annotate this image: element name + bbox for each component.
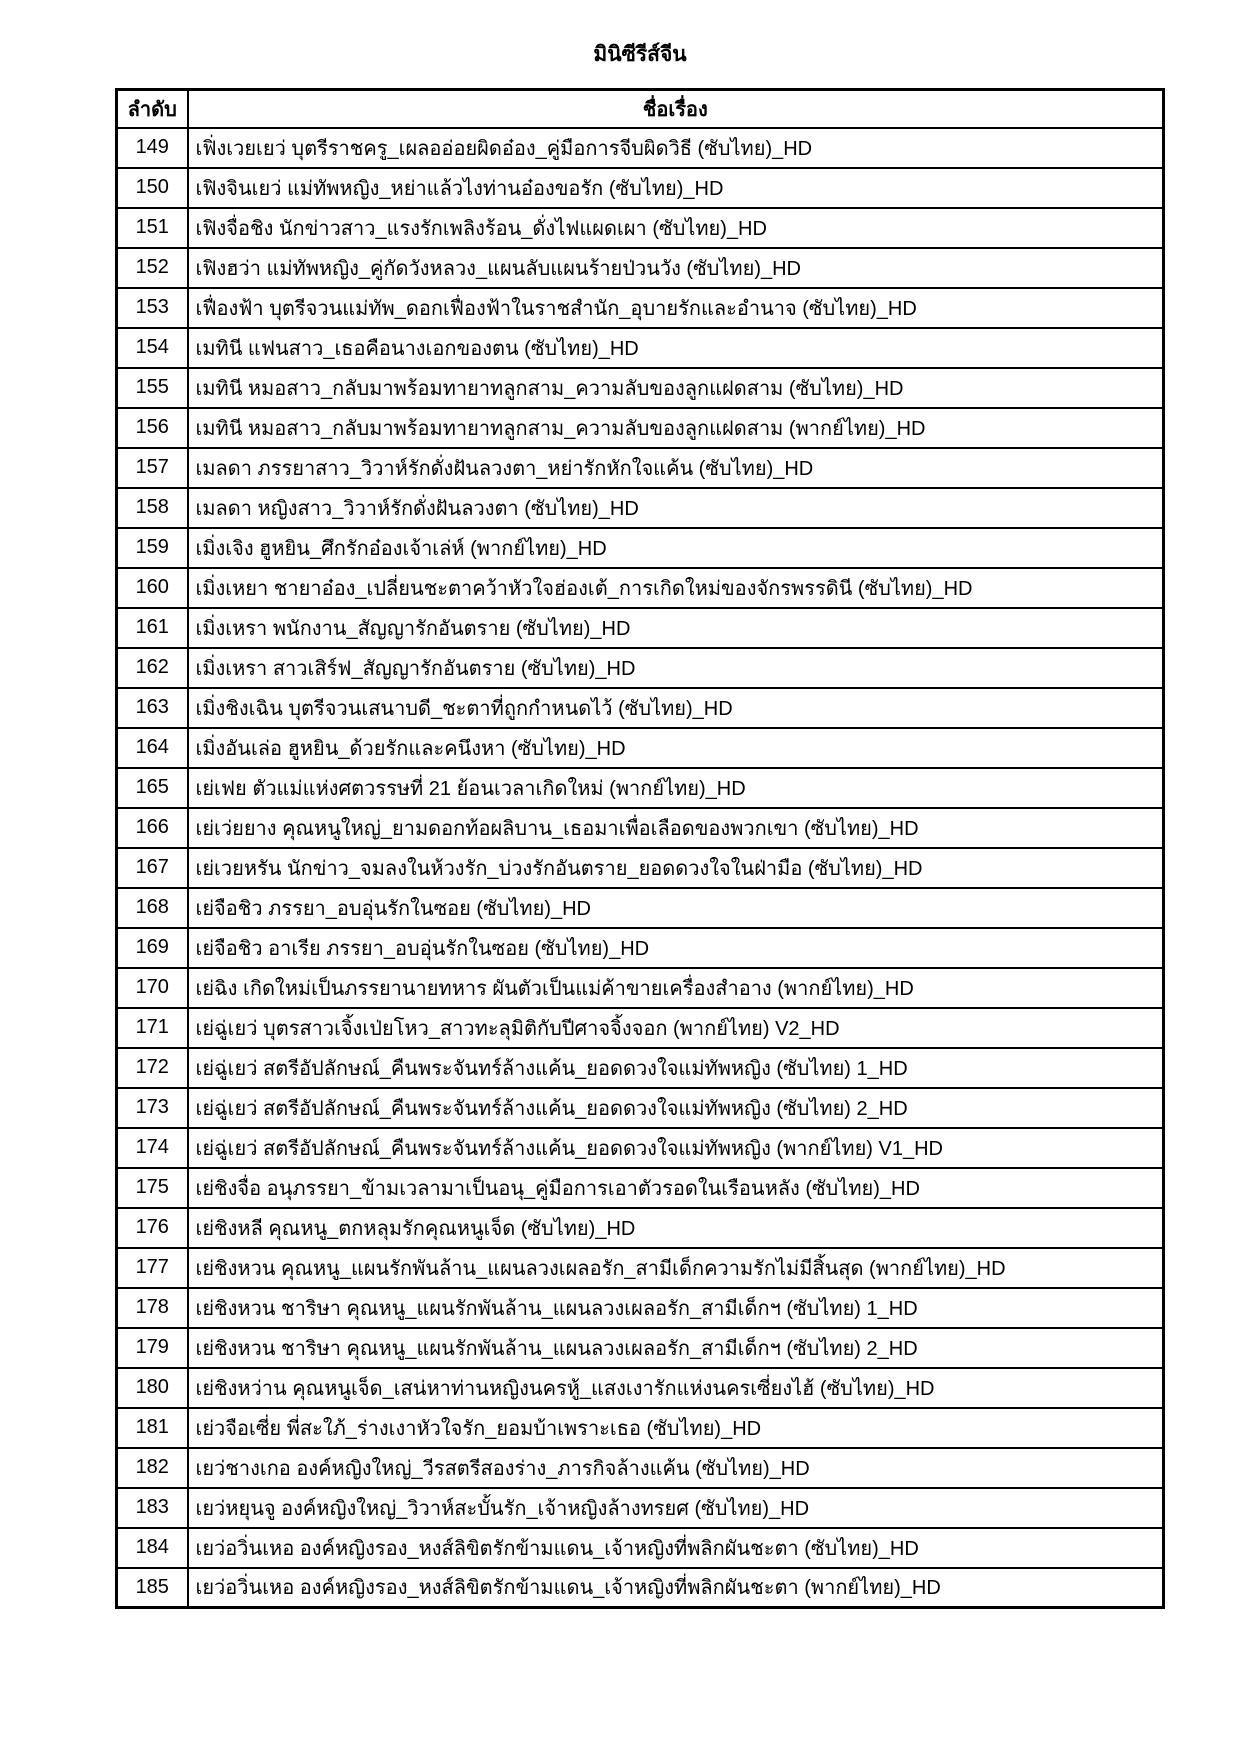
- row-title: เย่ชิงหวน ชาริษา คุณหนู_แผนรักพันล้าน_แผนลวงเผลอรัก_สามีเด็กฯ (ซับไทย) 1_HD: [188, 1288, 1164, 1328]
- series-table: [115, 88, 1165, 1609]
- table-row: [117, 1488, 1164, 1528]
- row-number: 182: [117, 1448, 188, 1488]
- row-number: 150: [117, 168, 188, 208]
- row-number: 166: [117, 808, 188, 848]
- row-number: 152: [117, 248, 188, 288]
- row-number: 176: [117, 1208, 188, 1248]
- row-title: เมทินี หมอสาว_กลับมาพร้อมทายาทลูกสาม_ความลับของลูกแฝดสาม (พากย์ไทย)_HD: [188, 408, 1164, 448]
- row-number: 180: [117, 1368, 188, 1408]
- table-row: [117, 888, 1164, 928]
- row-number: 151: [117, 208, 188, 248]
- table-row: [117, 1088, 1164, 1128]
- row-number: 149: [117, 128, 188, 168]
- table-row: [117, 928, 1164, 968]
- table-body: [117, 128, 1164, 1608]
- table-row: [117, 1528, 1164, 1568]
- row-number: 170: [117, 968, 188, 1008]
- row-title: เย่ฉู่เยว่ สตรีอัปลักษณ์_คืนพระจันทร์ล้างแค้น_ยอดดวงใจแม่ทัพหญิง (พากย์ไทย) V1_HD: [188, 1128, 1164, 1168]
- row-title: เมิ่งเจิง ฮูหยิน_ศึกรักอ๋องเจ้าเล่ห์ (พากย์ไทย)_HD: [188, 528, 1164, 568]
- row-title: เย่เฟย ตัวแม่แห่งศตวรรษที่ 21 ย้อนเวลาเกิดใหม่ (พากย์ไทย)_HD: [188, 768, 1164, 808]
- row-title: เฟิงจื่อชิง นักข่าวสาว_แรงรักเพลิงร้อน_ดั่งไฟแผดเผา (ซับไทย)_HD: [188, 208, 1164, 248]
- table-row: [117, 1328, 1164, 1368]
- row-title: เย่ชิงหลี คุณหนู_ตกหลุมรักคุณหนูเจ็ด (ซับไทย)_HD: [188, 1208, 1164, 1248]
- row-title: เย่เวยหรัน นักข่าว_จมลงในห้วงรัก_บ่วงรักอันตราย_ยอดดวงใจในฝ่ามือ (ซับไทย)_HD: [188, 848, 1164, 888]
- table-row: [117, 128, 1164, 168]
- row-title: เฟิงฮว่า แม่ทัพหญิง_คู่กัดวังหลวง_แผนลับแผนร้ายป่วนวัง (ซับไทย)_HD: [188, 248, 1164, 288]
- row-number: 181: [117, 1408, 188, 1448]
- table-row: [117, 168, 1164, 208]
- table-row: [117, 728, 1164, 768]
- row-title: เยว่ชางเกอ องค์หญิงใหญ่_วีรสตรีสองร่าง_ภารกิจล้างแค้น (ซับไทย)_HD: [188, 1448, 1164, 1488]
- table-row: [117, 1288, 1164, 1328]
- row-number: 153: [117, 288, 188, 328]
- row-title: เย่จือชิว อาเรีย ภรรยา_อบอุ่นรักในซอย (ซับไทย)_HD: [188, 928, 1164, 968]
- table-row: [117, 1168, 1164, 1208]
- row-title: เมลดา ภรรยาสาว_วิวาห์รักดั่งฝันลวงตา_หย่ารักหักใจแค้น (ซับไทย)_HD: [188, 448, 1164, 488]
- row-title: เฟิงจินเยว่ แม่ทัพหญิง_หย่าแล้วไงท่านอ๋องขอรัก (ซับไทย)_HD: [188, 168, 1164, 208]
- row-number: 179: [117, 1328, 188, 1368]
- row-number: 169: [117, 928, 188, 968]
- table-row: [117, 1128, 1164, 1168]
- row-title: เยว่อวิ่นเหอ องค์หญิงรอง_หงส์ลิขิตรักข้ามแดน_เจ้าหญิงที่พลิกผันชะตา (ซับไทย)_HD: [188, 1528, 1164, 1568]
- row-number: 158: [117, 488, 188, 528]
- row-number: 174: [117, 1128, 188, 1168]
- page-title: มินิซีรีส์จีน: [593, 43, 687, 66]
- table-row: [117, 368, 1164, 408]
- header-cell-title: ชื่อเรื่อง: [188, 90, 1164, 128]
- table-row: [117, 1048, 1164, 1088]
- table-row: [117, 768, 1164, 808]
- row-title: เมิ่งเหยา ชายาอ๋อง_เปลี่ยนชะตาคว้าหัวใจฮ่องเต้_การเกิดใหม่ของจักรพรรดินี (ซับไทย)_HD: [188, 568, 1164, 608]
- table-row: [117, 328, 1164, 368]
- row-number: 168: [117, 888, 188, 928]
- row-title: เย่วจือเซี่ย พี่สะใภ้_ร่างเงาหัวใจรัก_ยอมบ้าเพราะเธอ (ซับไทย)_HD: [188, 1408, 1164, 1448]
- table-row: [117, 968, 1164, 1008]
- row-title: เมิ่งชิงเฉิน บุตรีจวนเสนาบดี_ชะตาที่ถูกกำหนดไว้ (ซับไทย)_HD: [188, 688, 1164, 728]
- row-title: เย่ฉู่เยว่ สตรีอัปลักษณ์_คืนพระจันทร์ล้างแค้น_ยอดดวงใจแม่ทัพหญิง (ซับไทย) 2_HD: [188, 1088, 1164, 1128]
- row-number: 157: [117, 448, 188, 488]
- row-title: เฟิ่งเวยเยว่ บุตรีราชครู_เผลออ่อยผิดอ๋อง_คู่มือการจีบผิดวิธี (ซับไทย)_HD: [188, 128, 1164, 168]
- row-number: 161: [117, 608, 188, 648]
- row-title: เย่ชิงหวน ชาริษา คุณหนู_แผนรักพันล้าน_แผนลวงเผลอรัก_สามีเด็กฯ (ซับไทย) 2_HD: [188, 1328, 1164, 1368]
- table-row: [117, 488, 1164, 528]
- table-row: [117, 1208, 1164, 1248]
- row-title: เมิ่งเหรา พนักงาน_สัญญารักอันตราย (ซับไทย)_HD: [188, 608, 1164, 648]
- row-number: 160: [117, 568, 188, 608]
- row-number: 173: [117, 1088, 188, 1128]
- table-row: [117, 808, 1164, 848]
- row-number: 172: [117, 1048, 188, 1088]
- row-number: 167: [117, 848, 188, 888]
- table-row: [117, 248, 1164, 288]
- row-number: 184: [117, 1528, 188, 1568]
- row-title: เมทินี หมอสาว_กลับมาพร้อมทายาทลูกสาม_ความลับของลูกแฝดสาม (ซับไทย)_HD: [188, 368, 1164, 408]
- row-number: 159: [117, 528, 188, 568]
- table-row: [117, 1368, 1164, 1408]
- table-row: [117, 528, 1164, 568]
- row-title: เมิ่งเหรา สาวเสิร์ฟ_สัญญารักอันตราย (ซับไทย)_HD: [188, 648, 1164, 688]
- row-number: 156: [117, 408, 188, 448]
- table-header: [117, 90, 1164, 128]
- table-row: [117, 1008, 1164, 1048]
- row-title: เมิ่งอันเล่อ ฮูหยิน_ด้วยรักและคนึงหา (ซับไทย)_HD: [188, 728, 1164, 768]
- table-row: [117, 688, 1164, 728]
- row-title: เมลดา หญิงสาว_วิวาห์รักดั่งฝันลวงตา (ซับไทย)_HD: [188, 488, 1164, 528]
- row-title: เย่เว่ยยาง คุณหนูใหญ่_ยามดอกท้อผลิบาน_เธอมาเพื่อเลือดของพวกเขา (ซับไทย)_HD: [188, 808, 1164, 848]
- row-number: 185: [117, 1568, 188, 1608]
- row-number: 164: [117, 728, 188, 768]
- row-title: เย่ชิงจื่อ อนุภรรยา_ข้ามเวลามาเป็นอนุ_คู่มือการเอาตัวรอดในเรือนหลัง (ซับไทย)_HD: [188, 1168, 1164, 1208]
- row-title: เมทินี แฟนสาว_เธอคือนางเอกของตน (ซับไทย)_HD: [188, 328, 1164, 368]
- row-number: 162: [117, 648, 188, 688]
- row-number: 154: [117, 328, 188, 368]
- table-row: [117, 448, 1164, 488]
- table-row: [117, 848, 1164, 888]
- table-row: [117, 1248, 1164, 1288]
- table-row: [117, 1568, 1164, 1608]
- table-row: [117, 1408, 1164, 1448]
- table-row: [117, 208, 1164, 248]
- header-cell-index: ลำดับ: [117, 90, 188, 128]
- row-title: เย่ฉู่เยว่ บุตรสาวเจิ้งเป่ยโหว_สาวทะลุมิติกับปีศาจจิ้งจอก (พากย์ไทย) V2_HD: [188, 1008, 1164, 1048]
- row-title: เย่ชิงหวน คุณหนู_แผนรักพันล้าน_แผนลวงเผลอรัก_สามีเด็กความรักไม่มีสิ้นสุด (พากย์ไทย)_HD: [188, 1248, 1164, 1288]
- row-number: 165: [117, 768, 188, 808]
- table-row: [117, 408, 1164, 448]
- table-row: [117, 288, 1164, 328]
- row-title: เยว่หยุนจู องค์หญิงใหญ่_วิวาห์สะบั้นรัก_เจ้าหญิงล้างทรยศ (ซับไทย)_HD: [188, 1488, 1164, 1528]
- row-number: 155: [117, 368, 188, 408]
- row-number: 178: [117, 1288, 188, 1328]
- row-number: 183: [117, 1488, 188, 1528]
- row-number: 163: [117, 688, 188, 728]
- header-row: [117, 90, 1164, 128]
- row-title: เย่ชิงหว่าน คุณหนูเจ็ด_เสน่หาท่านหญิงนครหู้_แสงเงารักแห่งนครเซี่ยงไฮ้ (ซับไทย)_HD: [188, 1368, 1164, 1408]
- row-title: เย่ฉิง เกิดใหม่เป็นภรรยานายทหาร ผันตัวเป็นแม่ค้าขายเครื่องสำอาง (พากย์ไทย)_HD: [188, 968, 1164, 1008]
- table-row: [117, 648, 1164, 688]
- row-title: เยว่อวิ่นเหอ องค์หญิงรอง_หงส์ลิขิตรักข้ามแดน_เจ้าหญิงที่พลิกผันชะตา (พากย์ไทย)_HD: [188, 1568, 1164, 1608]
- row-number: 175: [117, 1168, 188, 1208]
- row-title: เย่ฉู่เยว่ สตรีอัปลักษณ์_คืนพระจันทร์ล้างแค้น_ยอดดวงใจแม่ทัพหญิง (ซับไทย) 1_HD: [188, 1048, 1164, 1088]
- table-row: [117, 1448, 1164, 1488]
- row-title: เย่จือชิว ภรรยา_อบอุ่นรักในซอย (ซับไทย)_HD: [188, 888, 1164, 928]
- row-number: 171: [117, 1008, 188, 1048]
- row-number: 177: [117, 1248, 188, 1288]
- row-title: เฟื่องฟ้า บุตรีจวนแม่ทัพ_ดอกเฟื่องฟ้าในราชสำนัก_อุบายรักและอำนาจ (ซับไทย)_HD: [188, 288, 1164, 328]
- table-row: [117, 568, 1164, 608]
- table-row: [117, 608, 1164, 648]
